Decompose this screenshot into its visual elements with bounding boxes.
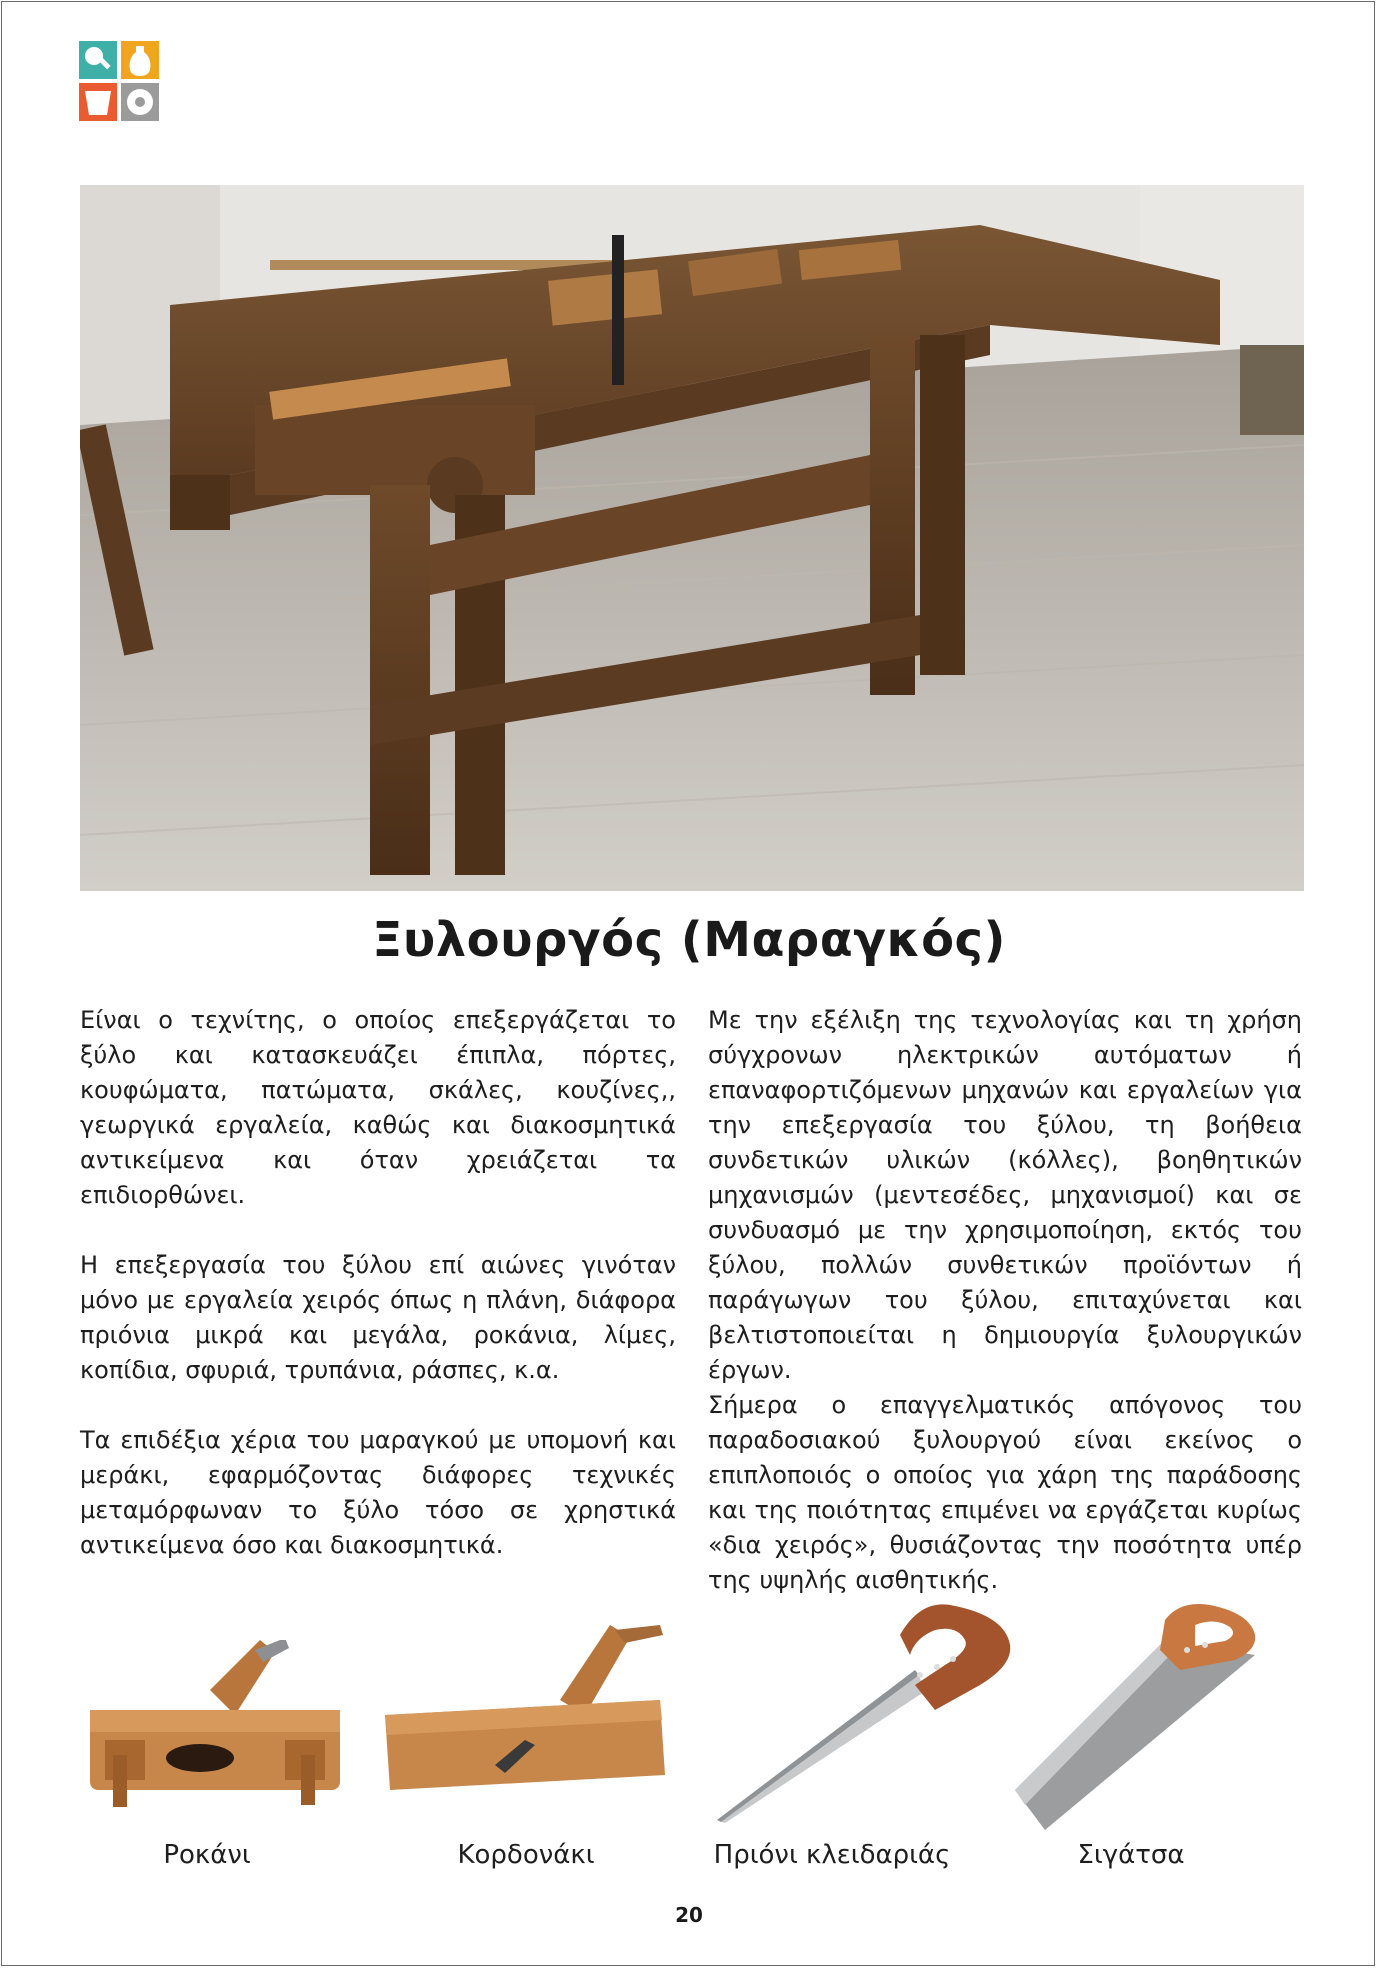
left-paragraph-3: Τα επιδέξια χέρια του μαραγκού με υπομονή και μεράκι, εφαρμόζοντας διάφορες τεχνικές μεταμόρφωναν το ξύλο τόσο σε χρηστικά αντικείμενα όσο και διακοσμητικά. [80,1426,676,1559]
hand-saw-icon [1015,1600,1265,1839]
logo-quadrant-orange [121,41,159,79]
museum-logo [79,41,159,121]
logo-quadrant-grey [121,83,159,121]
right-text-column [708,1003,1302,1598]
left-text-column [80,1003,676,1598]
tool-caption-3: Πριόνι κλειδαριάς [713,1840,951,1870]
keyhole-saw-icon [715,1595,1015,1829]
page-number: 20 [675,1903,703,1927]
tool-caption-1: Ροκάνι [163,1840,251,1870]
page-title: Ξυλουργός (Μαραγκός) [372,912,1006,968]
tool-caption-4: Σιγάτσα [1077,1840,1185,1870]
workbench-photo [80,185,1304,891]
tool-caption-2: Κορδονάκι [457,1840,595,1870]
right-paragraph-1: Με την εξέλιξη της τεχνολογίας και τη χρήση σύγχρονων ηλεκτρικών αυτόματων ή επαναφορτιζόμενων μηχανών και εργαλείων για την επεξεργασία του ξύλου, τη βοήθεια συνδετικών υλικών (κόλλες), βοηθητικών μηχανισμών (μεντεσέδες, μηχανισμοί) και σε συνδυασμό με την χρησιμοποίηση, εκτός του ξύλου, πολλών συνθετικών προϊόντων ή παράγωγων του ξύλου, επιταχύνεται και βελτιστοποιείται η δημιουργία ξυλουργικών έργων. [708,1006,1302,1384]
left-paragraph-2: Η επεξεργασία του ξύλου επί αιώνες γινόταν μόνο με εργαλεία χειρός όπως η πλάνη, διάφορα πριόνια μικρά και μεγάλα, ροκάνια, λίμες, κοπίδια, σφυριά, τρυπάνια, ράσπες, κ.α. [80,1251,676,1384]
logo-quadrant-teal [79,41,117,79]
plane-tool-icon [85,1640,345,1819]
left-paragraph-1: Είναι ο τεχνίτης, ο οποίος επεξεργάζεται το ξύλο και κατασκευάζει έπιπλα, πόρτες, κουφώματα, πατώματα, σκάλες, κουζίνες,, γεωργικά εργαλεία, καθώς και διακοσμητικά αντικείμενα και όταν χρειάζεται τα επιδιορθώνει. [80,1006,676,1209]
right-paragraph-2: Σήμερα ο επαγγελματικός απόγονος του παραδοσιακού ξυλουργού είναι εκείνος ο επιπλοποιός ο οποίος για χάρη της παράδοσης και της ποιότητας επιμένει να εργάζεται κυρίως «δια χειρός», θυσιάζοντας την ποσότητα υπέρ της υψηλής αισθητικής. [708,1391,1302,1594]
logo-quadrant-red [79,83,117,121]
molding-plane-icon [385,1625,665,1819]
